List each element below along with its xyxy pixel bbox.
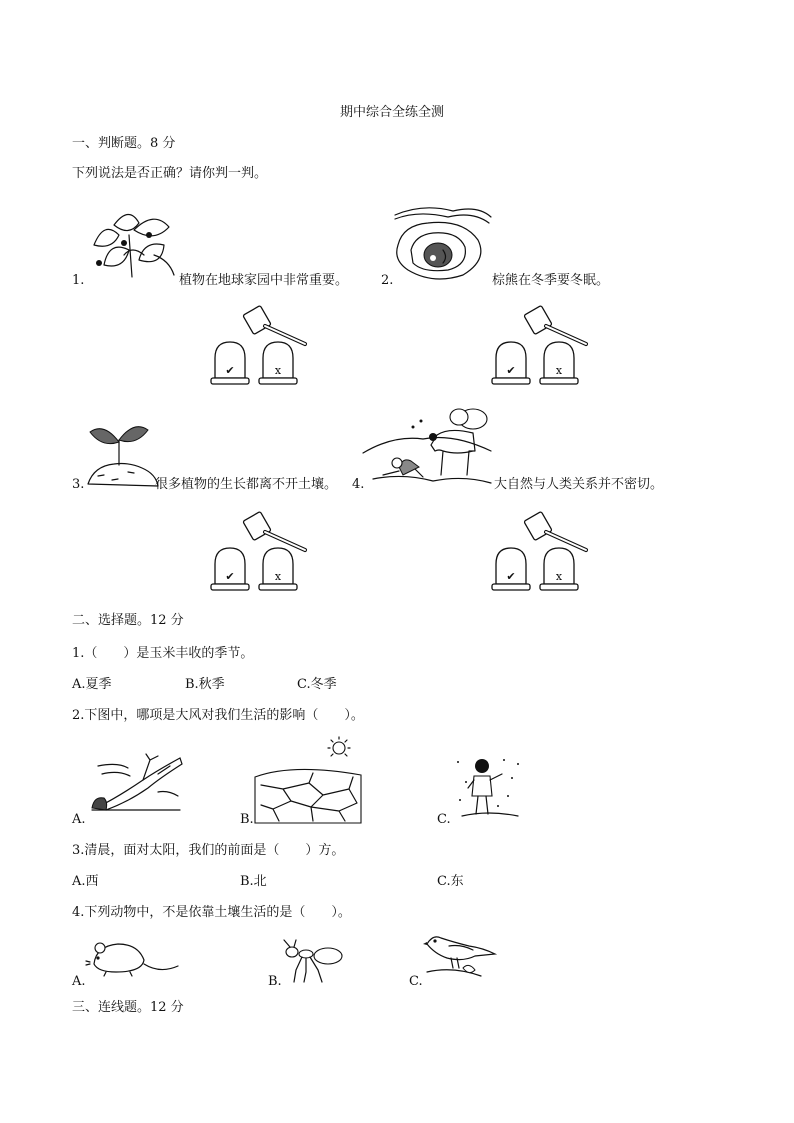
q4-option-c: C. [409, 974, 423, 989]
judge-answer-3 [205, 512, 315, 594]
q2-option-c: C. [437, 812, 451, 827]
section3-heading: 三、连线题。12 分 [72, 1000, 184, 1015]
judge-item-4-text: 大自然与人类关系并不密切。 [494, 477, 664, 492]
girl-in-snow-image [452, 752, 524, 822]
q1-option-c: C.冬季 [297, 677, 337, 692]
q2-option-b: B. [240, 812, 254, 827]
q2-stem: 2.下图中，哪项是大风对我们生活的影响（ ）。 [72, 708, 364, 723]
bear-in-cave-image [393, 205, 493, 283]
svg-text:x: x [555, 364, 563, 377]
svg-text:✔: ✔ [506, 570, 516, 583]
svg-text:x: x [274, 570, 282, 583]
q3-option-b: B.北 [240, 874, 267, 889]
q3-stem: 3.清晨，面对太阳，我们的前面是（ ）方。 [72, 843, 345, 858]
plant-leaves-image [84, 205, 180, 280]
q3-option-c: C.东 [437, 874, 464, 889]
q1-option-a: A.夏季 [72, 677, 112, 692]
bird-image [423, 932, 497, 982]
q1-stem: 1.（ ）是玉米丰收的季节。 [72, 646, 254, 661]
fallen-tree-image [88, 752, 184, 812]
correct-bell-icon [211, 342, 249, 384]
judge-item-4-num: 4. [352, 477, 365, 492]
judge-item-2-num: 2. [381, 273, 394, 288]
judge-answer-4 [486, 512, 596, 594]
q3-option-a: A.西 [72, 874, 99, 889]
section2-heading: 二、选择题。12 分 [72, 613, 184, 628]
judge-item-3-text: 很多植物的生长都离不开土壤。 [155, 477, 338, 492]
q4-option-b: B. [268, 974, 282, 989]
judge-answer-1 [205, 306, 315, 388]
judge-item-3-num: 3. [72, 477, 85, 492]
wrong-bell-icon [259, 342, 297, 384]
q4-stem: 4.下列动物中，不是依靠土壤生活的是（ ）。 [72, 905, 351, 920]
check-mark: ✔ [225, 364, 235, 377]
seedling-in-soil-image [84, 420, 160, 490]
ant-image [282, 938, 346, 984]
section1-instruction: 下列说法是否正确？请你判一判。 [72, 166, 268, 181]
cracked-dry-earth-image [253, 739, 363, 825]
section1-heading: 一、判断题。8 分 [72, 136, 176, 151]
q4-option-a: A. [72, 974, 86, 989]
svg-text:✔: ✔ [506, 364, 516, 377]
hammer-icon [243, 305, 305, 344]
page-title: 期中综合全练全测 [340, 105, 445, 120]
cross-mark: x [274, 364, 282, 377]
judge-item-1-text: 植物在地球家园中非常重要。 [179, 273, 349, 288]
svg-text:✔: ✔ [225, 570, 235, 583]
boy-and-cow-image [363, 405, 493, 487]
svg-text:x: x [555, 570, 563, 583]
q2-option-a: A. [72, 812, 86, 827]
judge-answer-2 [486, 306, 596, 388]
judge-item-2-text: 棕熊在冬季要冬眠。 [492, 273, 610, 288]
mouse-image [86, 934, 182, 978]
q1-option-b: B.秋季 [185, 677, 225, 692]
judge-item-1-num: 1. [72, 273, 85, 288]
